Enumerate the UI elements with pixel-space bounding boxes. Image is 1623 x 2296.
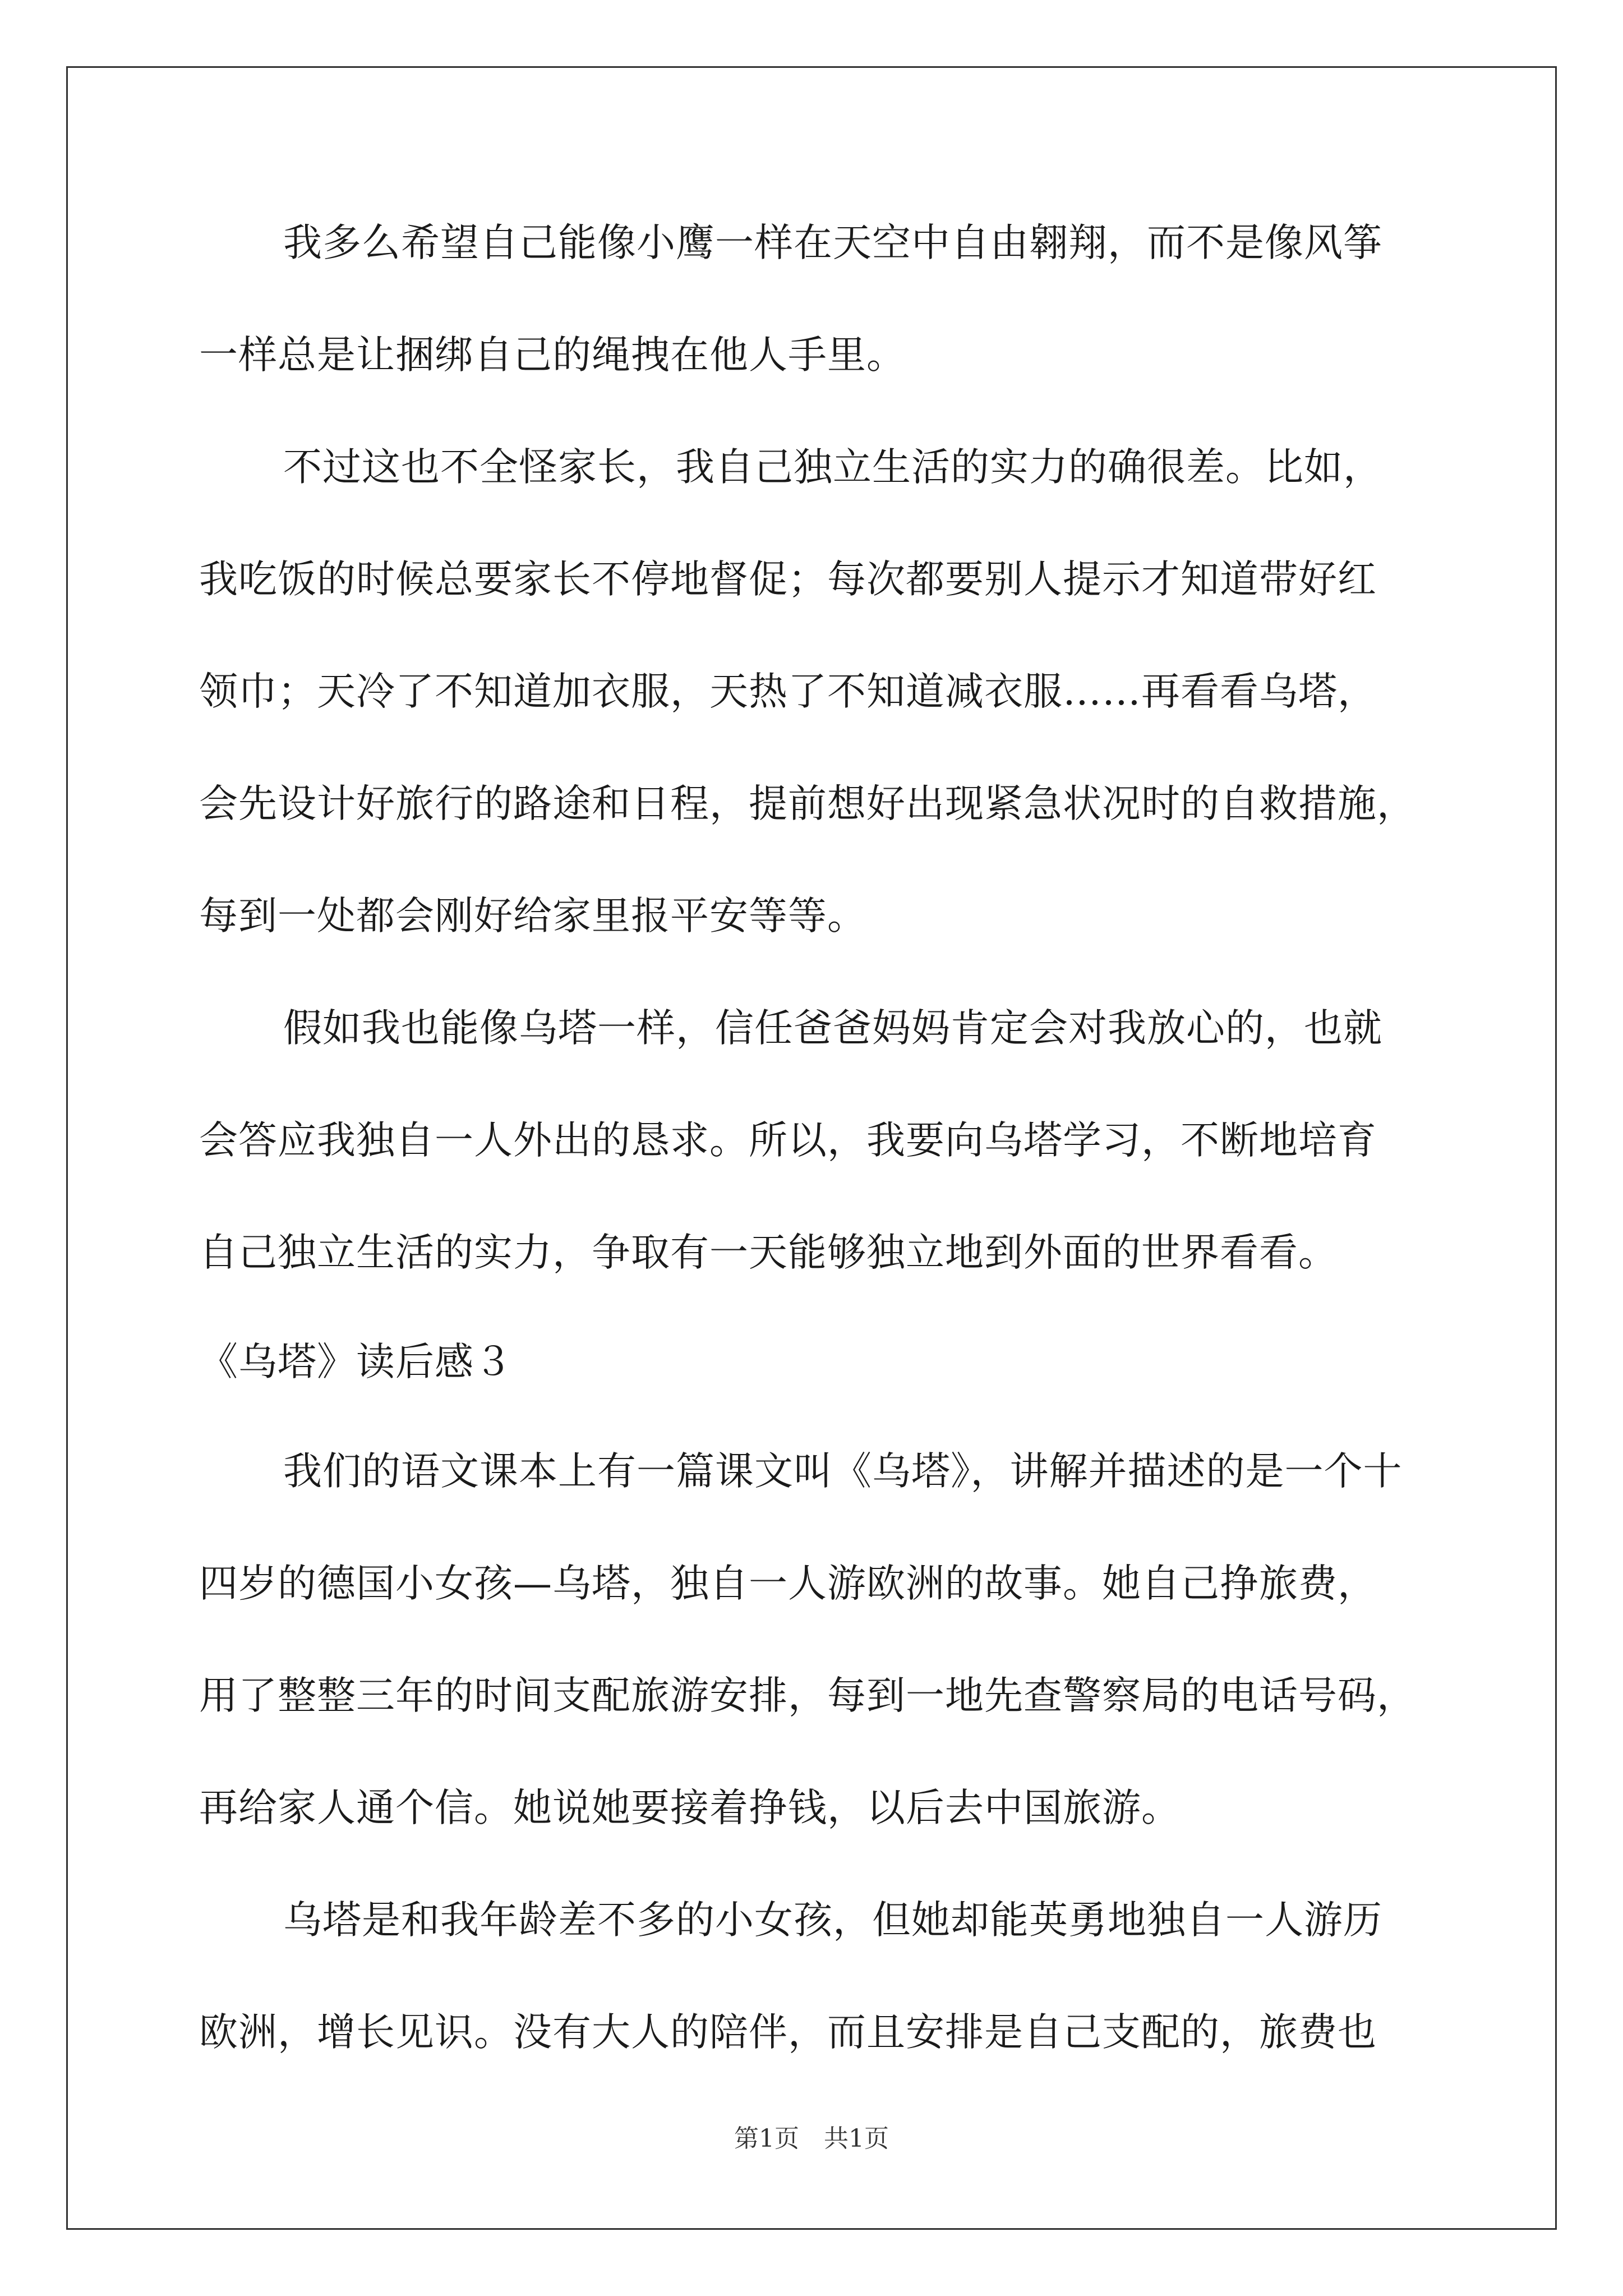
paragraph-1-line-2: 一样总是让捆绑自己的绳拽在他人手里。	[199, 333, 906, 378]
paragraph-2-line-3: 领巾；天冷了不知道加衣服，天热了不知道减衣服……再看看乌塔，	[199, 669, 1377, 714]
section-heading: 《乌塔》读后感３	[199, 1340, 513, 1384]
paragraph-2-line-4: 会先设计好旅行的路途和日程，提前想好出现紧急状况时的自救措施，	[199, 781, 1416, 826]
paragraph-3-line-3: 自己独立生活的实力，争取有一天能够独立地到外面的世界看看。	[199, 1230, 1338, 1275]
paragraph-4-line-4: 再给家人通个信。她说她要接着挣钱，以后去中国旅游。	[199, 1786, 1181, 1830]
paragraph-1-line-1: 我多么希望自己能像小鹰一样在天空中自由翱翔，而不是像风筝	[283, 220, 1382, 265]
paragraph-2-line-5: 每到一处都会刚好给家里报平安等等。	[199, 894, 866, 938]
paragraph-3-line-1: 假如我也能像乌塔一样，信任爸爸妈妈肯定会对我放心的，也就	[283, 1006, 1382, 1051]
paragraph-4-line-2: 四岁的德国小女孩—乌塔，独自一人游欧洲的故事。她自己挣旅费，	[199, 1561, 1377, 1606]
paragraph-4-line-3: 用了整整三年的时间支配旅游安排，每到一地先查警察局的电话号码，	[199, 1673, 1416, 1718]
paragraph-2-line-1: 不过这也不全怪家长，我自己独立生活的实力的确很差。比如，	[283, 445, 1382, 490]
paragraph-2-line-2: 我吃饭的时候总要家长不停地督促；每次都要别人提示才知道带好红	[199, 557, 1377, 602]
paragraph-3-line-2: 会答应我独自一人外出的恳求。所以，我要向乌塔学习，不断地培育	[199, 1118, 1377, 1163]
paragraph-4-line-1: 我们的语文课本上有一篇课文叫《乌塔》，讲解并描述的是一个十	[283, 1449, 1403, 1494]
paragraph-5-line-1: 乌塔是和我年龄差不多的小女孩，但她却能英勇地独自一人游历	[283, 1898, 1382, 1943]
page-footer: 第1页 共1页	[734, 2124, 889, 2153]
paragraph-5-line-2: 欧洲，增长见识。没有大人的陪伴，而且安排是自己支配的，旅费也	[199, 2010, 1377, 2055]
